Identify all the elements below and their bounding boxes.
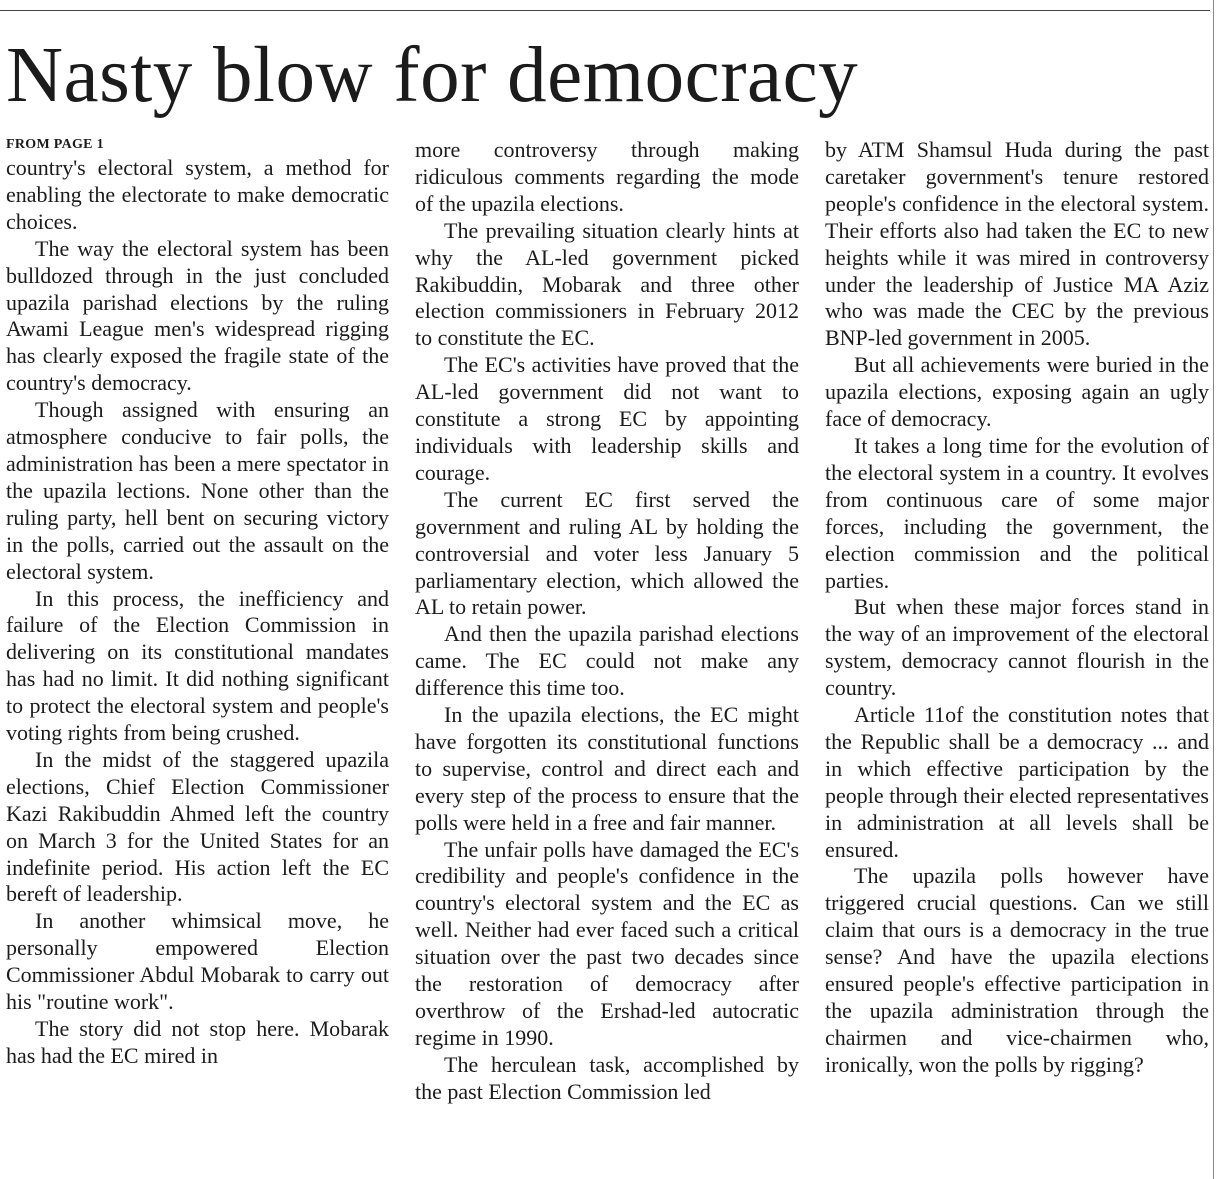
paragraph: Article 11of the constitution notes that the Republic shall be a democracy ... and in which effective participation by the people through their elected representatives in administration at all levels shall be ensured. [825,702,1209,862]
paragraph: by ATM Shamsul Huda during the past caretaker government's tenure restored people's confidence in the electoral system. Their efforts also had taken the EC to new heights while it was mired in controversy under the leadership of Justice MA Aziz who was made the CEC by the previous BNP-led government in 2005. [825,137,1209,351]
paragraph: The unfair polls have damaged the EC's credibility and people's confidence in the country's electoral system and the EC as well. Neither had ever faced such a critical situation over the past two decades since the restoration of democracy after overthrow of the Ershad-led autocratic regime in 1990. [415,836,799,1050]
paragraph: more controversy through making ridiculous comments regarding the mode of the upazila elections. [415,137,799,216]
paragraph: The current EC first served the government and ruling AL by holding the controversial and voter less January 5 parliamentary election, which allowed the AL to retain power. [415,486,799,620]
paragraph: In the upazila elections, the EC might have forgotten its constitutional functions to supervise, control and direct each and every step of the process to ensure that the polls were held in a free and fair manner. [415,702,799,835]
right-edge-rule [1213,0,1214,1179]
paragraph: But all achievements were buried in the upazila elections, exposing again an ugly face of democracy. [825,352,1209,432]
paragraph: Though assigned with ensuring an atmosphere conducive to fair polls, the administration has been a mere spectator in the upazila lections. None other than the ruling party, hell bent on securing victory in the polls, carried out the assault on the electoral system. [6,397,389,584]
paragraph: The way the electoral system has been bulldozed through in the just concluded upazila parishad elections by the ruling Awami League men's widespread rigging has clearly exposed the fragile state of the country's democracy. [6,235,389,396]
paragraph: The upazila polls however have triggered crucial questions. Can we still claim that ours is a democracy in the true sense? And have the upazila elections ensured people's effective participation in the upazila administration through the chairmen and vice-chairmen who, ironically, won the polls by rigging? [825,863,1209,1077]
paragraph: The prevailing situation clearly hints at why the AL-led government picked Rakibuddin, Mobarak and three other election commissioners in February 2012 to constitute the EC. [415,217,799,351]
paragraph: The story did not stop here. Mobarak has had the EC mired in [6,1016,389,1068]
paragraph: In the midst of the staggered upazila elections, Chief Election Commissioner Kazi Rakibuddin Ahmed left the country on March 3 for the United States for an indefinite period. His action left the EC bereft of leadership. [6,746,389,907]
article-column-1 [6,137,389,1070]
article-column-2 [415,137,799,1106]
paragraph: In another whimsical move, he personally empowered Election Commissioner Abdul Mobarak to carry out his "routine work". [6,908,389,1015]
paragraph: It takes a long time for the evolution of the electoral system in a country. It evolves from continuous care of some major forces, including the government, the election commission and the political parties. [825,432,1209,593]
headline: Nasty blow for democracy [6,32,859,119]
paragraph: The herculean task, accomplished by the past Election Commission led [415,1051,799,1104]
kicker: FROM PAGE 1 [6,137,104,152]
paragraph: And then the upazila parishad elections came. The EC could not make any difference this time too. [415,621,799,701]
paragraph: But when these major forces stand in the way of an improvement of the electoral system, democracy cannot flourish in the country. [825,594,1209,701]
paragraph: The EC's activities have proved that the AL-led government did not want to constitute a strong EC by appointing individuals with leadership skills and courage. [415,352,799,485]
paragraph: country's electoral system, a method for enabling the electorate to make democratic choices. [6,155,389,234]
top-rule [0,10,1210,11]
article-column-3 [825,137,1209,1079]
paragraph: In this process, the inefficiency and failure of the Election Commission in delivering on its constitutional mandates has had no limit. It did nothing significant to protect the electoral system and people's voting rights from being crushed. [6,585,389,746]
